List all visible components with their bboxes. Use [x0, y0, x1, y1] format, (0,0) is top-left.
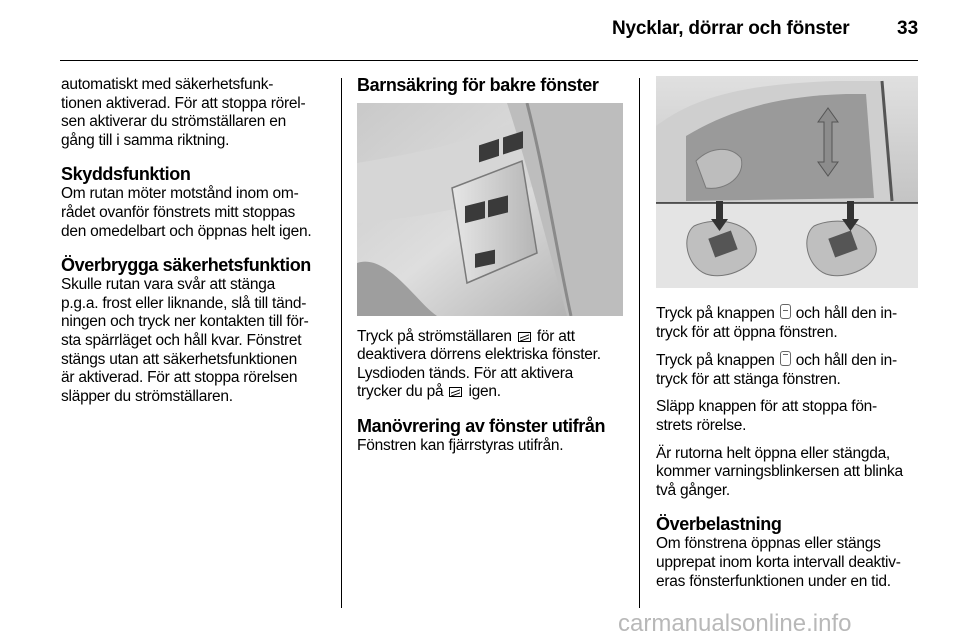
line: Om fönstrena öppnas eller stängs: [656, 535, 881, 553]
line: upprepat inom korta intervall deaktiv-: [656, 553, 901, 571]
line: två gånger.: [656, 481, 730, 499]
line: sen aktiverar du strömställaren en: [61, 113, 286, 131]
remote-key-window-figure: [656, 76, 918, 288]
line: kommer varningsblinkersen att blinka: [656, 463, 903, 481]
line: Lysdioden tänds. För att aktivera: [357, 364, 574, 382]
heading-manovrering: Manövrering av fönster utifrån: [357, 415, 606, 436]
column-divider-2: [639, 78, 640, 608]
heading-barnsakring: Barnsäkring för bakre fönster: [357, 75, 599, 95]
line: Släpp knappen för att stoppa fön-: [656, 398, 877, 416]
text: och håll den in-: [795, 305, 897, 322]
line: p.g.a. frost eller liknande, slå till tänd-: [61, 294, 307, 312]
paragraph-fully-open: [656, 445, 926, 501]
text: för att: [536, 327, 575, 345]
line: tionen aktiverad. För att stoppa rörel-: [61, 94, 306, 112]
paragraph-overbrygga: [61, 276, 333, 406]
text: tryck för att öppna fönstren.: [656, 323, 838, 341]
text: Tryck på strömställaren: [357, 327, 512, 345]
line: den omedelbart och öppnas helt igen.: [61, 222, 312, 240]
line: Om rutan möter motstånd inom om-: [61, 185, 299, 203]
line: rådet ovanför fönstrets mitt stoppas: [61, 203, 295, 221]
text: och håll den in-: [795, 352, 897, 370]
paragraph-overbelastning: [656, 535, 926, 591]
text: Tryck på knappen: [656, 305, 775, 322]
watermark: carmanualsonline.info: [618, 610, 852, 637]
paragraph-manovrering: Fönstren kan fjärrstyras utifrån.: [357, 436, 564, 454]
column-3: [656, 76, 926, 600]
heading-skyddsfunktion: Skyddsfunktion: [61, 164, 191, 185]
key-lock-icon: [780, 351, 791, 366]
paragraph-open: [656, 304, 926, 342]
heading-overbrygga: Överbrygga säkerhetsfunktion: [61, 255, 311, 276]
line: eras fönsterfunktionen under en tid.: [656, 572, 891, 590]
line: ningen och tryck ner kontakten till för-: [61, 313, 309, 331]
line: släpper du strömställaren.: [61, 387, 233, 405]
text: tryck för att stänga fönstren.: [656, 370, 841, 388]
heading-overbelastning: Överbelastning: [656, 514, 782, 535]
window-lock-icon: [518, 332, 531, 342]
line: gång till i samma riktning.: [61, 131, 230, 149]
header-divider: [60, 60, 918, 61]
intro-paragraph: [61, 76, 333, 150]
paragraph-close: [656, 351, 926, 389]
line: stängs utan att säkerhetsfunktionen: [61, 350, 297, 368]
text: trycker du på: [357, 383, 444, 401]
line: Är rutorna helt öppna eller stängda,: [656, 444, 890, 462]
line: är aktiverad. För att stoppa rörelsen: [61, 369, 298, 387]
line: deaktivera dörrens elektriska fönster.: [357, 346, 601, 364]
column-divider-1: [341, 78, 342, 608]
paragraph-barnsakring: [357, 328, 629, 402]
text: igen.: [468, 383, 501, 401]
column-2: [357, 76, 629, 465]
line: strets rörelse.: [656, 416, 747, 434]
line: Skulle rutan vara svår att stänga: [61, 276, 276, 294]
page-number: 33: [897, 18, 919, 39]
line: sta spärrläget och håll kvar. Fönstret: [61, 331, 302, 349]
door-switch-panel-figure: [357, 103, 623, 316]
line: automatiskt med säkerhetsfunk-: [61, 76, 274, 93]
page-title: Nycklar, dörrar och fönster: [612, 18, 850, 39]
column-1: [61, 76, 333, 415]
key-unlock-icon: [780, 304, 791, 319]
text: Tryck på knappen: [656, 352, 775, 370]
paragraph-skyddsfunktion: [61, 185, 333, 241]
paragraph-release: [656, 398, 926, 435]
window-lock-icon: [449, 387, 462, 397]
